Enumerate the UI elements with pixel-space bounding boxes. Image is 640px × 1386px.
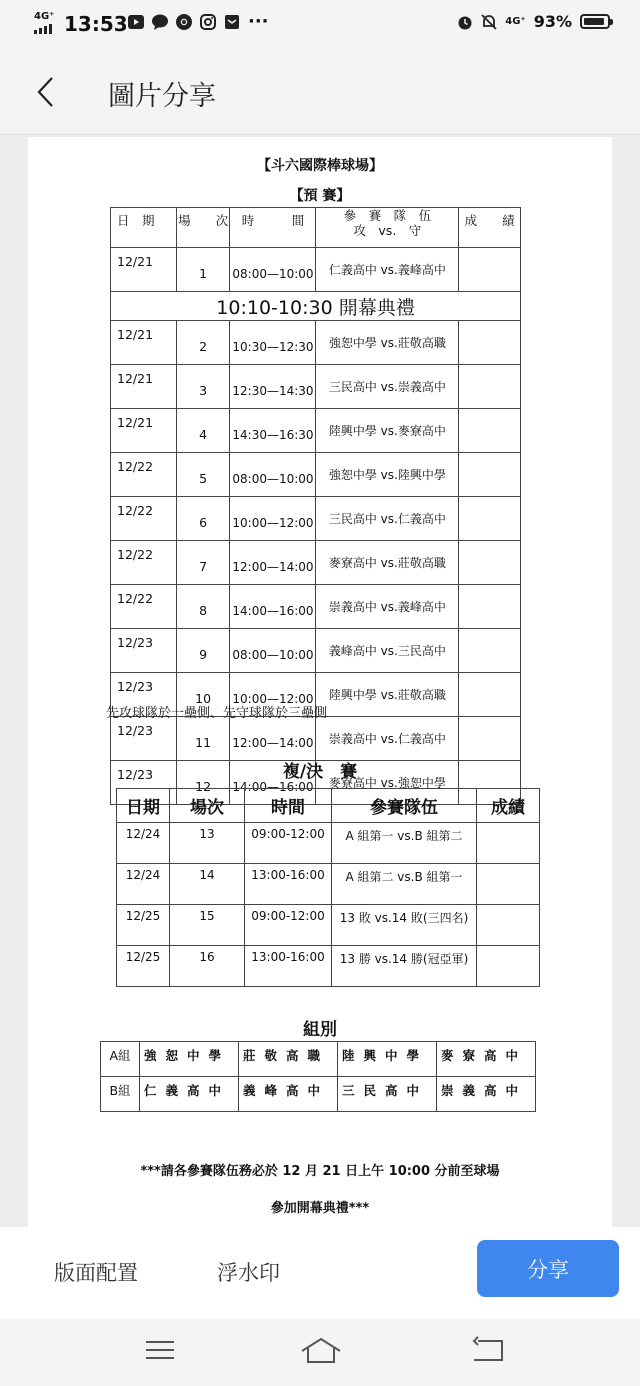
row-date: 12/22: [111, 497, 177, 541]
row-time: 12:00—14:00: [230, 541, 316, 585]
final-row-no: 16: [170, 946, 245, 987]
row-result: [459, 585, 521, 629]
row-no: 11: [176, 717, 230, 761]
final-row-result: [477, 905, 540, 946]
header-teams-line2: 攻 vs. 守: [353, 223, 422, 238]
row-result: [459, 673, 521, 717]
final-row-result: [477, 946, 540, 987]
instagram-icon: [200, 14, 216, 30]
row-date: 12/21: [111, 248, 177, 292]
row-time: 08:00—10:00: [230, 453, 316, 497]
row-date: 12/23: [111, 717, 177, 761]
row-time: 10:00—12:00: [230, 497, 316, 541]
clock: 13:53: [64, 12, 128, 36]
row-result: [459, 453, 521, 497]
final-row: [117, 823, 540, 864]
group-team: 強恕中學: [140, 1042, 239, 1077]
group-team: 崇義高中: [437, 1077, 536, 1112]
row-no: 1: [176, 248, 230, 292]
network-type-right: 4G⁺: [505, 15, 526, 27]
row-no: 2: [176, 321, 230, 365]
signal-icon: [34, 24, 52, 34]
chat-bubble-icon: [152, 14, 168, 30]
ceremony-text: 10:10-10:30 開幕典禮: [111, 292, 521, 321]
header-time: 時 間: [230, 208, 316, 248]
group-team: 莊敬高職: [239, 1042, 338, 1077]
group-name: A組: [101, 1042, 140, 1077]
row-result: [459, 365, 521, 409]
battery-icon: [580, 14, 610, 29]
mail-bag-icon: [224, 14, 240, 30]
final-header-date: 日期: [117, 789, 170, 823]
group-team: 麥寮高中: [437, 1042, 536, 1077]
prelim-row: [111, 453, 521, 497]
group-row: [101, 1077, 536, 1112]
final-row-time: 09:00-12:00: [245, 823, 332, 864]
row-teams: 陸興中學 vs.麥寮高中: [316, 409, 459, 453]
menu-icon[interactable]: [142, 1335, 178, 1365]
row-time: 14:00—16:00: [230, 761, 316, 805]
prelim-row: [111, 629, 521, 673]
play-icon: [128, 14, 144, 30]
layout-button[interactable]: 版面配置: [54, 1261, 138, 1285]
row-date: 12/23: [111, 761, 177, 805]
row-teams: 強恕中學 vs.莊敬高職: [316, 321, 459, 365]
row-time: 12:30—14:30: [230, 365, 316, 409]
prelim-row: [111, 541, 521, 585]
final-row: [117, 905, 540, 946]
mute-icon: [481, 14, 497, 30]
row-teams: 崇義高中 vs.義峰高中: [316, 585, 459, 629]
row-teams: 三民高中 vs.崇義高中: [316, 365, 459, 409]
final-row-no: 14: [170, 864, 245, 905]
prelim-note: 先攻球隊於一壘側、先守球隊於三壘側: [106, 706, 328, 721]
home-icon[interactable]: [300, 1335, 342, 1365]
group-team: 三民高中: [338, 1077, 437, 1112]
network-type: 4G⁺: [34, 11, 55, 22]
notice-line-2: 參加開幕典禮***: [270, 1201, 370, 1216]
final-row-time: 13:00-16:00: [245, 864, 332, 905]
group-team: 仁義高中: [140, 1077, 239, 1112]
watermark-button[interactable]: 浮水印: [217, 1261, 280, 1285]
back-arrow-icon[interactable]: [30, 74, 66, 110]
row-date: 12/23: [111, 673, 177, 717]
row-teams: 麥寮高中 vs.莊敬高職: [316, 541, 459, 585]
ceremony-row: [111, 292, 521, 321]
group-team: 義峰高中: [239, 1077, 338, 1112]
final-row-teams: A 組第一 vs.B 組第二: [332, 823, 477, 864]
final-row-date: 12/24: [117, 823, 170, 864]
prelim-row: [111, 585, 521, 629]
row-result: [459, 629, 521, 673]
final-row-date: 12/25: [117, 946, 170, 987]
row-time: 08:00—10:00: [230, 629, 316, 673]
page-title: 圖片分享: [108, 81, 216, 112]
final-header-no: 場次: [170, 789, 245, 823]
row-date: 12/21: [111, 365, 177, 409]
final-row-teams: 13 敗 vs.14 敗(三四名): [332, 905, 477, 946]
battery-percent: 93%: [533, 12, 572, 31]
final-row-date: 12/24: [117, 864, 170, 905]
header-no: 場 次: [176, 208, 230, 248]
final-row-result: [477, 823, 540, 864]
row-no: 9: [176, 629, 230, 673]
row-teams: 義峰高中 vs.三民高中: [316, 629, 459, 673]
prelim-row: [111, 717, 521, 761]
status-bar: [0, 0, 640, 50]
row-teams: 陸興中學 vs.莊敬高職: [316, 673, 459, 717]
row-time: 10:30—12:30: [230, 321, 316, 365]
notice-line-1: ***請各參賽隊伍務必於 12 月 21 日上午 10:00 分前至球場: [140, 1164, 500, 1179]
final-row-no: 13: [170, 823, 245, 864]
final-header-time: 時間: [245, 789, 332, 823]
final-row-teams: 13 勝 vs.14 勝(冠亞軍): [332, 946, 477, 987]
group-row: [101, 1042, 536, 1077]
row-date: 12/21: [111, 321, 177, 365]
row-result: [459, 248, 521, 292]
venue-title: 【斗六國際棒球場】: [257, 158, 383, 174]
header-result: 成 績: [459, 208, 521, 248]
row-teams: 三民高中 vs.仁義高中: [316, 497, 459, 541]
row-time: 14:30—16:30: [230, 409, 316, 453]
row-date: 12/23: [111, 629, 177, 673]
final-row-date: 12/25: [117, 905, 170, 946]
final-row: [117, 946, 540, 987]
row-no: 7: [176, 541, 230, 585]
groups-title: 組別: [303, 1020, 337, 1040]
row-no: 4: [176, 409, 230, 453]
final-row-time: 13:00-16:00: [245, 946, 332, 987]
chrome-icon: [176, 14, 192, 30]
groups-table: [100, 1041, 536, 1112]
more-notifications-icon: ···: [248, 11, 269, 32]
prelim-row: [111, 321, 521, 365]
bottom-action-bar: [0, 1227, 640, 1319]
group-team: 陸興中學: [338, 1042, 437, 1077]
row-date: 12/22: [111, 453, 177, 497]
final-table: [116, 788, 540, 987]
prelim-row: [111, 497, 521, 541]
row-result: [459, 321, 521, 365]
final-row: [117, 864, 540, 905]
row-time: 12:00—14:00: [230, 717, 316, 761]
row-time: 14:00—16:00: [230, 585, 316, 629]
row-teams: 強恕中學 vs.陸興中學: [316, 453, 459, 497]
row-time: 08:00—10:00: [230, 248, 316, 292]
header-teams: [316, 208, 459, 248]
final-title: 複/決 賽: [282, 762, 358, 782]
row-teams: 崇義高中 vs.仁義高中: [316, 717, 459, 761]
shared-image: [28, 137, 612, 1227]
row-result: [459, 497, 521, 541]
prelim-row: [111, 248, 521, 292]
system-nav-bar: [0, 1319, 640, 1386]
final-header-row: [117, 789, 540, 823]
prelim-title: 【預 賽】: [289, 188, 351, 204]
row-no: 10: [176, 673, 230, 717]
group-name: B組: [101, 1077, 140, 1112]
row-result: [459, 717, 521, 761]
row-date: 12/22: [111, 541, 177, 585]
alarm-icon: [457, 14, 473, 30]
row-no: 6: [176, 497, 230, 541]
row-no: 8: [176, 585, 230, 629]
app-header: [0, 50, 640, 135]
header-date: 日 期: [111, 208, 177, 248]
final-row-no: 15: [170, 905, 245, 946]
final-row-time: 09:00-12:00: [245, 905, 332, 946]
prelim-row: [111, 365, 521, 409]
row-teams: 麥寮高中 vs.強恕中學: [316, 761, 459, 805]
prelim-row: [111, 409, 521, 453]
row-result: [459, 409, 521, 453]
row-result: [459, 541, 521, 585]
header-teams-line1: 參 賽 隊 伍: [343, 208, 432, 223]
row-date: 12/21: [111, 409, 177, 453]
final-row-result: [477, 864, 540, 905]
row-time: 10:00—12:00: [230, 673, 316, 717]
final-header-teams: 參賽隊伍: [332, 789, 477, 823]
row-no: 12: [176, 761, 230, 805]
row-no: 3: [176, 365, 230, 409]
back-nav-icon[interactable]: [470, 1335, 506, 1365]
row-date: 12/22: [111, 585, 177, 629]
prelim-header-row: [111, 208, 521, 248]
final-header-result: 成績: [477, 789, 540, 823]
share-button[interactable]: 分享: [477, 1240, 619, 1297]
row-teams: 仁義高中 vs.義峰高中: [316, 248, 459, 292]
final-row-teams: A 組第二 vs.B 組第一: [332, 864, 477, 905]
row-no: 5: [176, 453, 230, 497]
